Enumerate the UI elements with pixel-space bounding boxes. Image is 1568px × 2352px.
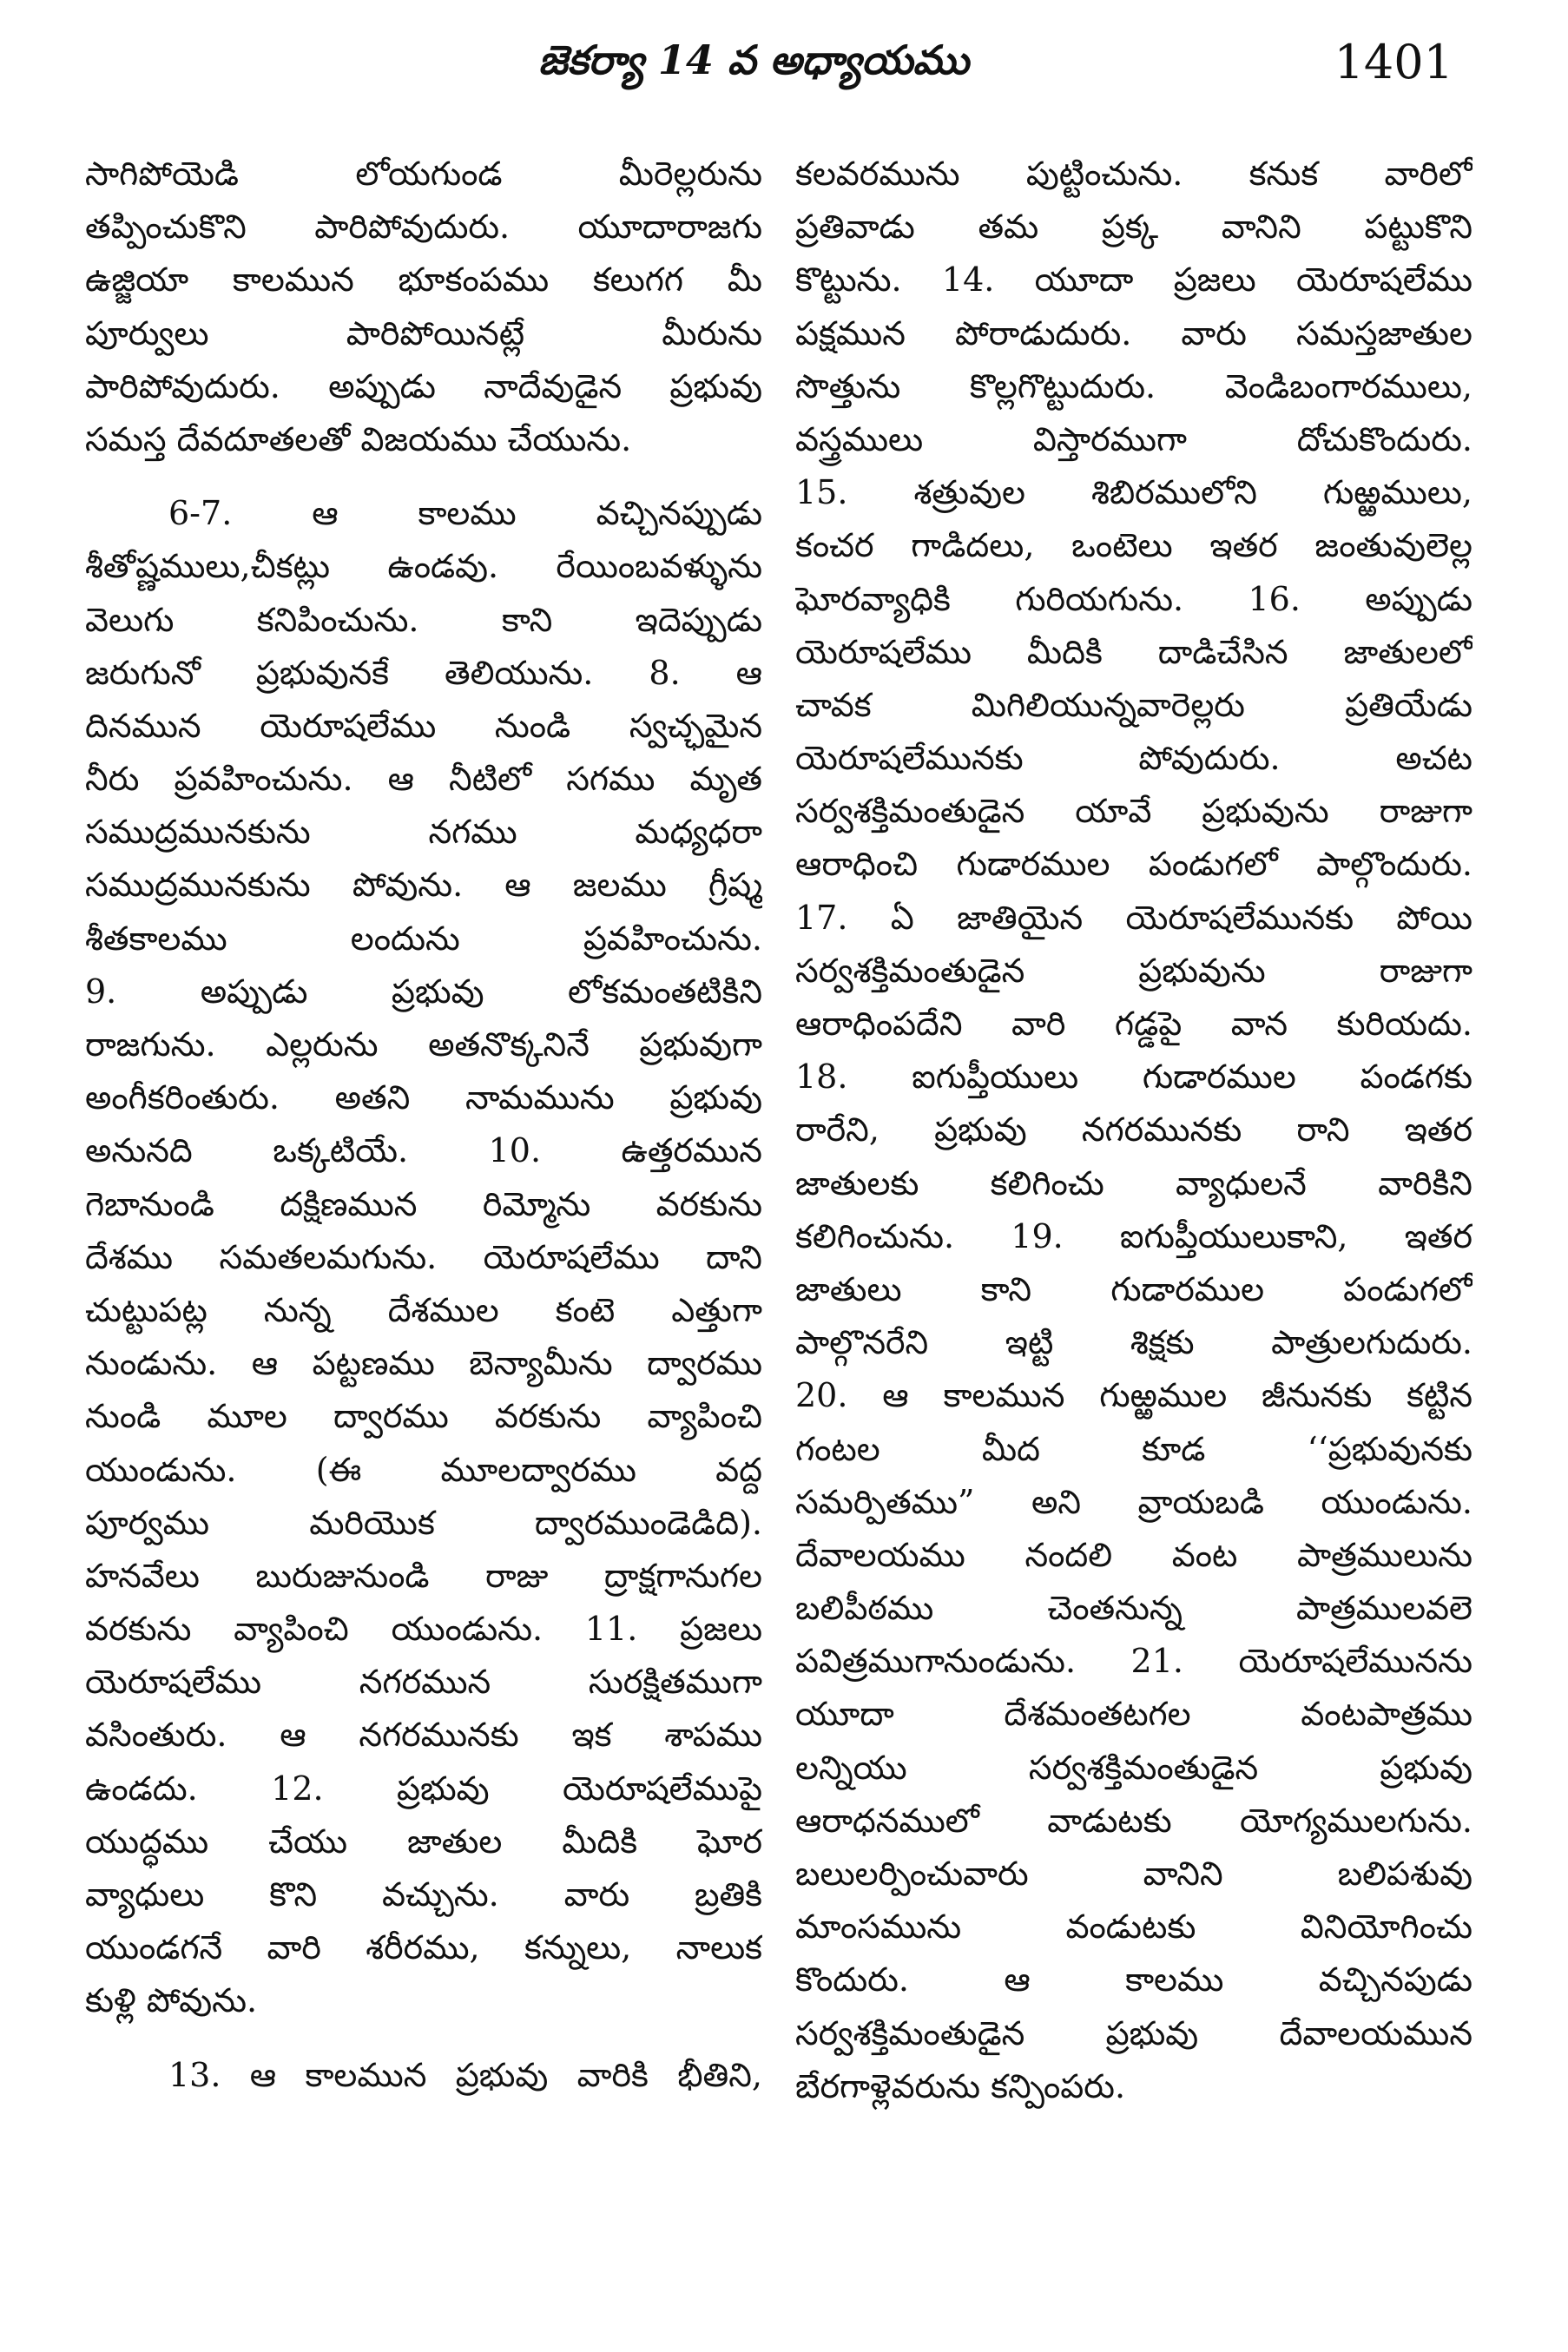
text-line: జాతులకు కలిగించు వ్యాధులనే వారికిని <box>795 1163 1472 1202</box>
text-line: ఘోరవ్యాధికి గురియగును. 16. అప్పుడు <box>795 579 1472 618</box>
text-line: అనునది ఒక్కటియే. 10. ఉత్తరమున <box>85 1131 762 1170</box>
text-line: శీతకాలము లందును ప్రవహించును. <box>85 919 762 958</box>
text-line: పూర్వులు పారిపోయినట్లే మీరును <box>85 313 762 352</box>
text-line: వరకును వ్యాపించి యుండును. 11. ప్రజలు <box>85 1610 762 1649</box>
text-line: 20. ఆ కాలమున గుఱ్ఱముల జీనునకు కట్టిన <box>795 1376 1472 1415</box>
left-column <box>85 148 762 2102</box>
text-line: కలిగించును. 19. ఐగుప్తీయులుకాని, ఇతర <box>795 1216 1472 1255</box>
text-line: 9. అప్పుడు ప్రభువు లోకమంతటికిని <box>85 972 762 1011</box>
text-line: సర్వశక్తిమంతుడైన ప్రభువును రాజుగా <box>795 951 1472 990</box>
text-line: గెబానుండి దక్షిణమున రిమ్మోను వరకును <box>85 1184 762 1223</box>
text-line: జరుగునో ప్రభువునకే తెలియును. 8. ఆ <box>85 653 762 692</box>
text-line: యూదా దేశమంతటగల వంటపాత్రము <box>795 1695 1472 1734</box>
text-line: సముద్రమునకును పోవును. ఆ జలము గ్రీష్మ <box>85 866 762 905</box>
text-line: లన్నియు సర్వశక్తిమంతుడైన ప్రభువు <box>795 1748 1472 1787</box>
text-line: వసింతురు. ఆ నగరమునకు ఇక శాపము <box>85 1716 762 1755</box>
text-line: సర్వశక్తిమంతుడైన ప్రభువు దేవాలయమున <box>795 2013 1472 2052</box>
text-line: జాతులు కాని గుడారముల పండుగలో <box>795 1269 1472 1308</box>
text-line: ప్రతివాడు తమ ప్రక్క వానిని పట్టుకొని <box>795 208 1472 247</box>
text-line: శీతోష్ణములు,చీకట్లు ఉండవు. రేయింబవళ్ళును <box>85 547 762 586</box>
text-line: వెలుగు కనిపించును. కాని ఇదెప్పుడు <box>85 600 762 639</box>
text-line: పారిపోవుదురు. అప్పుడు నాదేవుడైన ప్రభువు <box>85 366 762 405</box>
text-line: తప్పించుకొని పారిపోవుదురు. యూదారాజగు <box>85 208 762 247</box>
text-line: పవిత్రముగానుండును. 21. యెరూషలేమునను <box>795 1642 1472 1681</box>
paragraph-gap <box>85 466 762 487</box>
text-line: బలిపీఠము చెంతనున్న పాత్రములవలె <box>795 1589 1472 1628</box>
text-line: యుద్ధము చేయు జాతుల మీదికి ఘోర <box>85 1822 762 1861</box>
page-number: 1401 <box>1334 35 1453 89</box>
text-line: సమస్త దేవదూతలతో విజయము చేయును. <box>85 419 632 458</box>
text-line: దినమున యెరూషలేము నుండి స్వచ్ఛమైన <box>85 706 762 745</box>
text-line: యెరూషలేము నగరమున సురక్షితముగా <box>85 1663 762 1702</box>
text-line: సమర్పితము” అని వ్రాయబడి యుండును. <box>795 1482 1472 1521</box>
text-line: యెరూషలేమునకు పోవుదురు. అచట <box>795 739 1472 778</box>
text-line: యుండగనే వారి శరీరము, కన్నులు, నాలుక <box>85 1928 762 1967</box>
text-line: బలులర్పించువారు వానిని బలిపశువు <box>795 1855 1472 1893</box>
text-line: కొట్టును. 14. యూదా ప్రజలు యెరూషలేము <box>795 260 1472 300</box>
text-line: కంచర గాడిదలు, ఒంటెలు ఇతర జంతువులెల్ల <box>795 526 1472 565</box>
text-line: 15. శత్రువుల శిబిరములోని గుఱ్ఱములు, <box>795 473 1472 512</box>
text-line: సముద్రమునకును నగము మధ్యధరా <box>85 813 762 852</box>
text-line: రాజగును. ఎల్లరును అతనొక్కనినే ప్రభువుగా <box>85 1025 762 1064</box>
text-line: కొందురు. ఆ కాలము వచ్చినపుడు <box>795 1960 1472 2000</box>
text-line: అంగీకరింతురు. అతని నామమును ప్రభువు <box>85 1078 762 1117</box>
text-line: ఉండదు. 12. ప్రభువు యెరూషలేముపై <box>85 1769 762 1808</box>
text-line: పూర్వము మరియొక ద్వారముండెడిది). <box>85 1503 762 1542</box>
paragraph-gap <box>85 2028 762 2049</box>
text-line: పక్షమున పోరాడుదురు. వారు సమస్తజాతుల <box>795 313 1472 352</box>
text-line: దేశము సమతలమగును. యెరూషలేము దాని <box>85 1237 762 1276</box>
text-line: ఆరాధించి గుడారముల పండుగలో పాల్గొందురు. <box>795 845 1472 884</box>
text-line: ఉజ్జియా కాలమున భూకంపము కలుగగ మీ <box>85 260 762 300</box>
text-line: రారేని, ప్రభువు నగరమునకు రాని ఇతర <box>795 1110 1472 1150</box>
text-line: సాగిపోయెడి లోయగుండ మీరెల్లరును <box>85 155 762 193</box>
text-line: 13. ఆ కాలమున ప్రభువు వారికి భీతిని, <box>168 2055 762 2094</box>
text-line: బేరగాళ్లెవరును కన్పింపరు. <box>795 2066 1126 2105</box>
text-line: కలవరమును పుట్టించును. కనుక వారిలో <box>795 155 1472 193</box>
text-line: 6-7. ఆ కాలము వచ్చినప్పుడు <box>168 494 762 533</box>
text-line: ఆరాధింపదేని వారి గడ్డపై వాన కురియదు. <box>795 1005 1472 1043</box>
text-line: హనవేలు బురుజునుండి రాజు ద్రాక్షగానుగల <box>85 1556 762 1595</box>
text-line: 17. ఏ జాతియైన యెరూషలేమునకు పోయి <box>795 898 1472 937</box>
page-header <box>0 0 1568 139</box>
text-line: మాంసమును వండుటకు వినియోగించు <box>795 1907 1472 1947</box>
text-line: చుట్టుపట్ల నున్న దేశముల కంటె ఎత్తుగా <box>85 1290 762 1329</box>
text-line: చావక మిగిలియున్నవారెల్లరు ప్రతియేడు <box>795 685 1472 724</box>
text-line: నీరు ప్రవహించును. ఆ నీటిలో సగము మృత <box>85 760 762 799</box>
text-line: గంటల మీద కూడ ‘‘ప్రభువునకు <box>795 1429 1472 1468</box>
text-line: సర్వశక్తిమంతుడైన యావే ప్రభువును రాజుగా <box>795 792 1472 831</box>
text-line: ఆరాధనములో వాడుటకు యోగ్యములగును. <box>795 1801 1472 1840</box>
text-line: యెరూషలేము మీదికి దాడిచేసిన జాతులలో <box>795 632 1472 671</box>
text-line: కుళ్లి పోవును. <box>85 1981 258 2020</box>
text-line: 18. ఐగుప్తీయులు గుడారముల పండగకు <box>795 1057 1472 1097</box>
text-line: యుండును. (ఈ మూలద్వారము వద్ద <box>85 1450 762 1489</box>
text-line: నుండును. ఆ పట్టణము బెన్యామీను ద్వారము <box>85 1344 762 1383</box>
text-line: సొత్తును కొల్లగొట్టుదురు. వెండిబంగారములు, <box>795 366 1472 405</box>
text-line: వ్యాధులు కొని వచ్చును. వారు బ్రతికి <box>85 1875 762 1914</box>
right-column <box>795 148 1472 2113</box>
text-line: దేవాలయము నందలి వంట పాత్రములును <box>795 1535 1472 1574</box>
text-line: వస్త్రములు విస్తారముగా దోచుకొందురు. <box>795 419 1472 458</box>
running-title: జెకర్యా 14 వ అధ్యాయము <box>538 36 970 83</box>
text-line: నుండి మూల ద్వారము వరకును వ్యాపించి <box>85 1397 762 1436</box>
text-line: పాల్గొనరేని ఇట్టి శిక్షకు పాత్రులగుదురు. <box>795 1323 1472 1362</box>
